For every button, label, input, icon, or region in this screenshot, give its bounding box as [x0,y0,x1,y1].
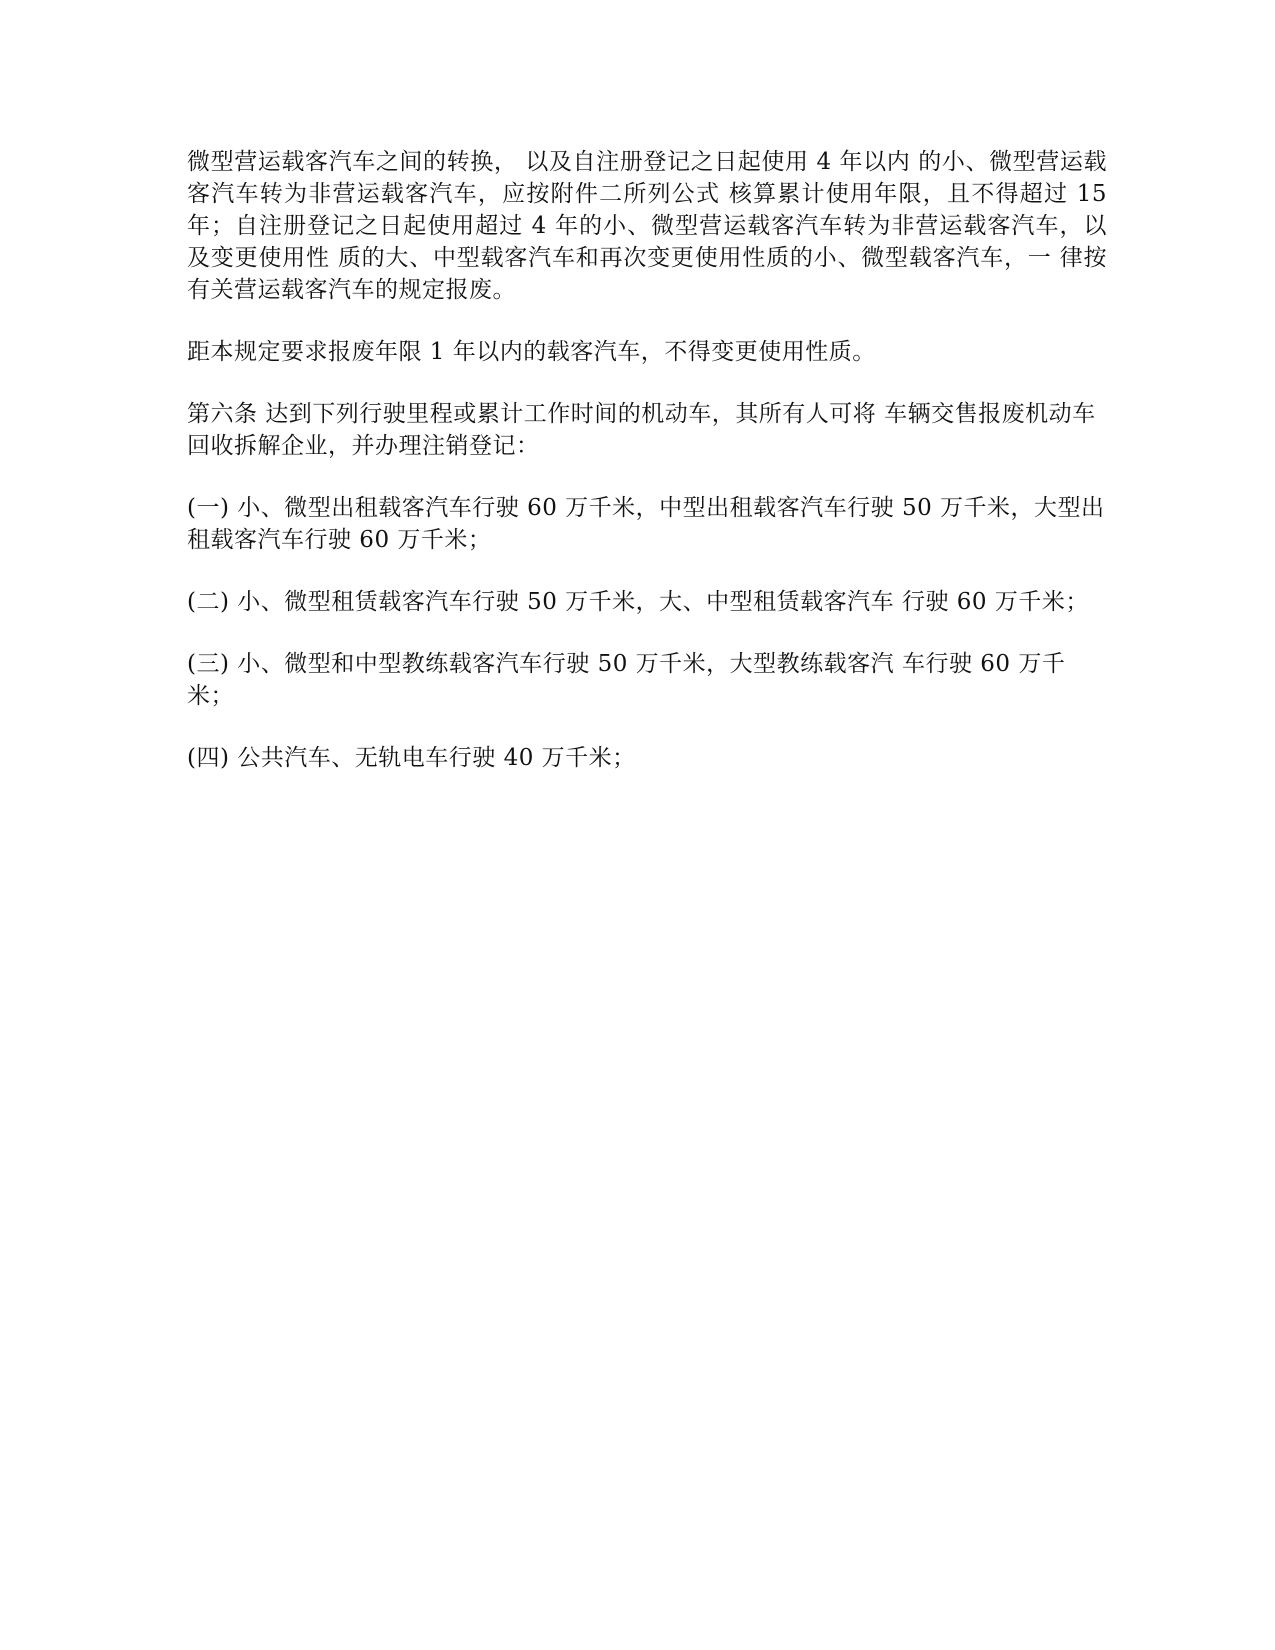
paragraph-article-six: 第六条 达到下列行驶里程或累计工作时间的机动车，其所有人可将 车辆交售报废机动车回收拆解企业，并办理注销登记： [187,401,1096,459]
list-item-3: (三) 小、微型和中型教练载客汽车行驶 50 万千米，大型教练载客汽 车行驶 60 万千米； [187,651,1066,709]
paragraph-one-year-limit: 距本规定要求报废年限 1 年以内的载客汽车，不得变更使用性质。 [187,339,876,365]
list-item-1: (一) 小、微型出租载客汽车行驶 60 万千米，中型出租载客汽车行驶 50 万千米，大型出租载客汽车行驶 60 万千米； [187,495,1105,553]
list-item-2: (二) 小、微型租赁载客汽车行驶 50 万千米，大、中型租赁载客汽车 行驶 60 万千米； [187,589,1089,615]
paragraph-conversion-rules: 微型营运载客汽车之间的转换， 以及自注册登记之日起使用 4 年以内 的小、微型营运载客汽车转为非营运载客汽车，应按附件二所列公式 核算累计使用年限，且不得超过 15 年；自注册登记之日起使用超过 4 年的小、微型营运载客汽车转为非营运载客汽车，以及变更使用性 质的大、中型载客汽车和再次变更使用性质的小、微型载客汽车，一 律按有关营运载客汽车的规定报废。 [187,149,1107,303]
document-body [187,146,1107,804]
list-item-4: (四) 公共汽车、无轨电车行驶 40 万千米； [187,745,636,771]
